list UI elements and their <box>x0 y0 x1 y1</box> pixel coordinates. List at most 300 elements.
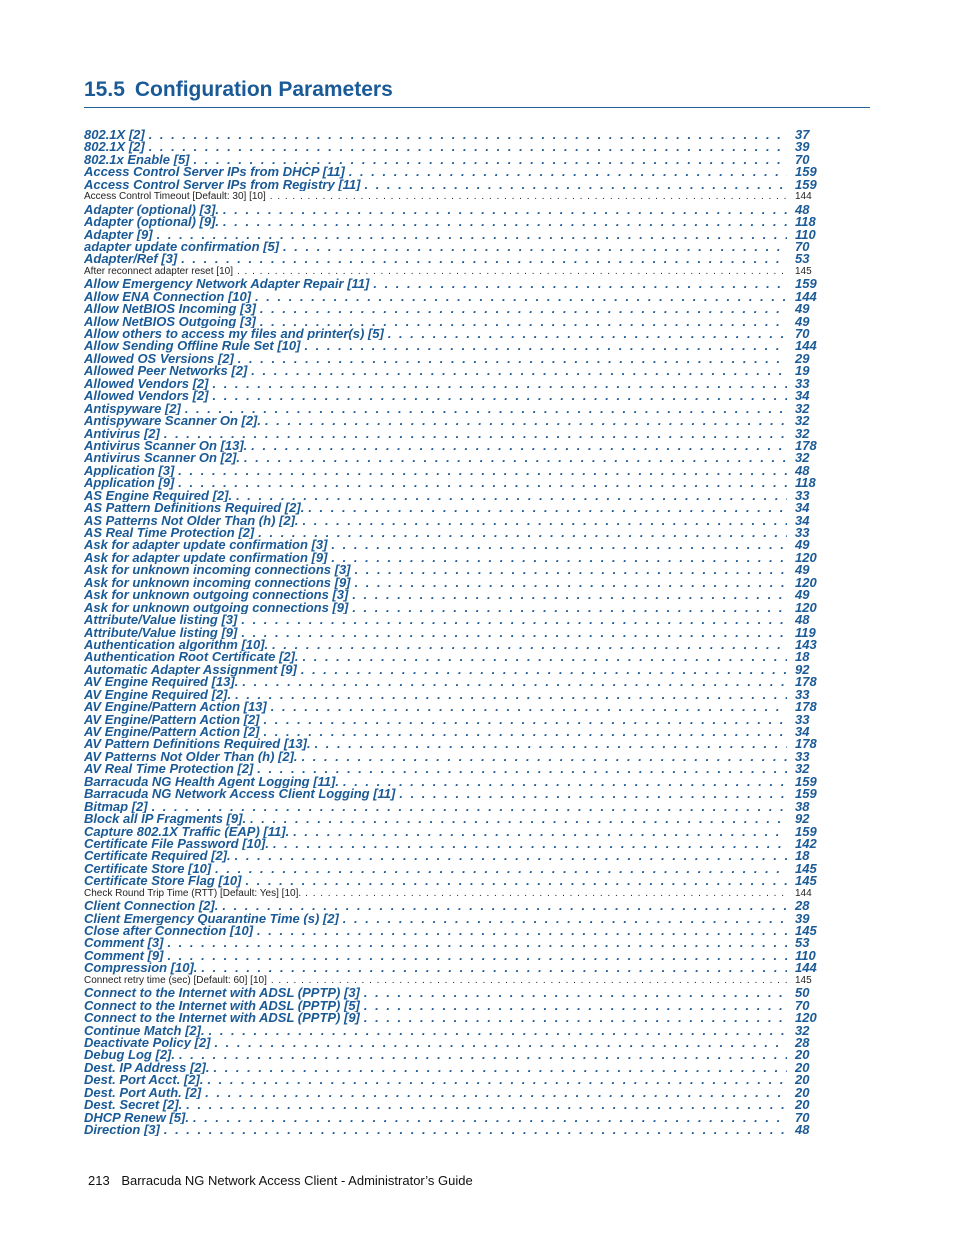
dot-leader <box>178 465 787 477</box>
index-entry-label[interactable]: Continue Match [2]. <box>84 1024 205 1037</box>
index-entry-label[interactable]: Application [9] <box>84 477 175 490</box>
dot-leader <box>303 515 787 527</box>
index-entry-label[interactable]: Certificate Required [2]. <box>84 850 231 863</box>
dot-leader <box>237 266 787 278</box>
dot-leader <box>343 913 787 925</box>
index-entry-page[interactable]: 159 <box>795 178 817 192</box>
index-entry[interactable] <box>84 241 819 253</box>
index-entry[interactable] <box>84 664 819 676</box>
index-entry-page[interactable]: 120 <box>795 576 817 590</box>
index-entry-label[interactable]: Automatic Adapter Assignment [9] <box>84 663 297 677</box>
index-entry[interactable] <box>84 328 819 340</box>
index-entry-page[interactable]: 118 <box>795 216 816 229</box>
index-entry-page[interactable]: 119 <box>795 626 816 639</box>
index-entry[interactable] <box>84 353 819 365</box>
index-entry-page[interactable]: 70 <box>795 1111 810 1124</box>
dot-leader <box>265 415 787 427</box>
index-entry[interactable] <box>84 751 819 763</box>
index-entry-page[interactable]: 142 <box>795 837 817 851</box>
index-entry[interactable] <box>84 229 819 241</box>
index-entry[interactable] <box>84 962 819 974</box>
index-entry-page[interactable]: 34 <box>795 726 810 739</box>
dot-leader <box>331 539 787 551</box>
index-entry[interactable] <box>84 1062 819 1074</box>
dot-leader <box>213 1062 787 1074</box>
dot-leader <box>352 589 787 601</box>
index-entry-label[interactable]: Allowed Peer Networks [2] <box>84 365 248 378</box>
index-entry-page[interactable]: 28 <box>795 900 810 913</box>
index-entry[interactable] <box>84 204 819 216</box>
index-entry-page[interactable]: 120 <box>795 1012 817 1025</box>
index-entry-page[interactable]: 19 <box>795 365 810 378</box>
index-entry-page[interactable]: 20 <box>795 1086 810 1100</box>
index-entry-page[interactable]: 20 <box>795 1061 810 1075</box>
index-entry[interactable] <box>84 651 819 663</box>
index-entry-page[interactable]: 70 <box>795 328 810 341</box>
parameter-index-list <box>84 129 819 1136</box>
dot-leader <box>201 962 787 974</box>
index-entry[interactable] <box>84 166 819 178</box>
index-entry[interactable] <box>84 1124 819 1136</box>
index-entry-label[interactable]: Comment [3] <box>84 937 164 950</box>
dot-leader <box>251 440 787 452</box>
index-entry-page[interactable]: 70 <box>795 240 810 254</box>
index-entry-label[interactable]: Allow Sending Offline Rule Set [10] <box>84 340 301 353</box>
index-entry[interactable] <box>84 1000 819 1012</box>
dot-leader <box>270 191 787 203</box>
dot-leader <box>222 900 787 912</box>
index-entry-page[interactable]: 29 <box>795 352 810 366</box>
index-entry-label[interactable]: 802.1x Enable [5] <box>84 153 190 167</box>
index-entry-label[interactable]: Allowed Vendors [2] <box>84 377 209 391</box>
index-entry-label[interactable]: AV Engine Required [13]. <box>84 676 239 689</box>
index-entry[interactable] <box>84 253 819 265</box>
dot-leader <box>223 216 787 228</box>
dot-leader <box>149 129 787 141</box>
index-entry-page[interactable]: 34 <box>795 390 810 403</box>
dot-leader <box>181 253 787 265</box>
index-entry-label[interactable]: Allow ENA Connection [10] <box>84 290 252 304</box>
index-entry <box>84 975 819 987</box>
index-entry-page[interactable]: 145 <box>795 925 817 938</box>
index-entry-label: Check Round Trip Time (RTT) [Default: Yes] [10]. <box>84 887 302 899</box>
index-entry-page[interactable]: 159 <box>795 278 817 291</box>
dot-leader <box>305 888 787 900</box>
dot-leader <box>272 639 787 651</box>
index-entry-label[interactable]: Ask for unknown incoming connections [9] <box>84 576 351 590</box>
index-entry[interactable] <box>84 801 819 813</box>
index-entry[interactable] <box>84 577 819 589</box>
index-entry[interactable] <box>84 726 819 738</box>
index-entry-label[interactable]: Block all IP Fragments [9]. <box>84 813 247 826</box>
index-entry-page[interactable]: 34 <box>795 502 810 515</box>
dot-leader <box>167 937 787 949</box>
index-entry-page[interactable]: 92 <box>795 813 810 826</box>
index-entry-page: 145 <box>795 974 812 986</box>
index-entry-page[interactable]: 49 <box>795 315 810 328</box>
index-entry[interactable] <box>84 390 819 402</box>
index-entry[interactable] <box>84 602 819 614</box>
index-entry[interactable] <box>84 701 819 713</box>
index-entry-page[interactable]: 37 <box>795 129 810 142</box>
index-entry-page[interactable]: 33 <box>795 489 810 503</box>
dot-leader <box>364 987 787 999</box>
index-entry-label[interactable]: AV Pattern Definitions Required [13]. <box>84 738 311 751</box>
index-entry-page[interactable]: 20 <box>795 1074 810 1087</box>
index-entry[interactable] <box>84 627 819 639</box>
index-entry-page[interactable]: 32 <box>795 427 810 440</box>
index-entry-label[interactable]: Capture 802.1X Traffic (EAP) [11]. <box>84 825 290 838</box>
index-entry-label[interactable]: Barracuda NG Health Agent Logging [11]. <box>84 775 339 789</box>
index-entry-label[interactable]: Connect to the Internet with ADSL (PPTP) [3] <box>84 987 360 1000</box>
index-entry-label[interactable]: Allowed OS Versions [2] <box>84 352 234 366</box>
index-entry-label[interactable]: Attribute/Value listing [3] <box>84 614 238 627</box>
index-entry-label[interactable]: DHCP Renew [5]. <box>84 1111 189 1124</box>
index-entry[interactable] <box>84 552 819 564</box>
index-entry[interactable] <box>84 340 819 352</box>
dot-leader <box>214 1037 787 1049</box>
index-entry[interactable] <box>84 875 819 887</box>
index-entry-label[interactable]: Connect to the Internet with ADSL (PPTP) [5] <box>84 999 360 1013</box>
index-entry-page[interactable]: 49 <box>795 303 810 316</box>
index-entry-label[interactable]: Adapter/Ref [3] <box>84 253 178 266</box>
index-entry-page[interactable]: 159 <box>795 788 817 801</box>
index-entry[interactable] <box>84 403 819 415</box>
index-entry-page[interactable]: 18 <box>795 850 810 863</box>
index-entry[interactable] <box>84 465 819 477</box>
dot-leader <box>235 850 787 862</box>
index-entry-page[interactable]: 50 <box>795 987 810 1000</box>
index-entry-page[interactable]: 33 <box>795 377 810 391</box>
dot-leader <box>258 527 787 539</box>
index-entry[interactable] <box>84 1049 819 1061</box>
dot-leader <box>364 1000 787 1012</box>
dot-leader <box>236 490 787 502</box>
index-entry-page[interactable]: 70 <box>795 153 810 167</box>
index-entry[interactable] <box>84 564 819 576</box>
index-entry[interactable] <box>84 1087 819 1099</box>
index-entry[interactable] <box>84 278 819 290</box>
index-entry[interactable] <box>84 515 819 527</box>
index-entry[interactable] <box>84 788 819 800</box>
dot-leader <box>244 452 787 464</box>
index-entry[interactable] <box>84 477 819 489</box>
dot-leader <box>205 1087 787 1099</box>
index-entry[interactable] <box>84 925 819 937</box>
index-entry-page[interactable]: 159 <box>795 166 817 179</box>
index-entry-page: 145 <box>795 265 812 277</box>
index-entry-label: After reconnect adapter reset [10] <box>84 265 233 277</box>
index-entry-page[interactable]: 33 <box>795 527 810 540</box>
index-entry-page[interactable]: 92 <box>795 663 810 677</box>
index-entry-page[interactable]: 38 <box>795 800 810 814</box>
index-entry-label[interactable]: Bitmap [2] <box>84 800 148 814</box>
index-entry-label[interactable]: Attribute/Value listing [9] <box>84 626 238 639</box>
index-entry[interactable] <box>84 216 819 228</box>
index-entry-page[interactable]: 49 <box>795 589 810 602</box>
index-entry-label[interactable]: AV Engine/Pattern Action [13] <box>84 701 267 714</box>
index-entry-label[interactable]: AV Engine/Pattern Action [2] <box>84 713 260 726</box>
index-entry[interactable] <box>84 1074 819 1086</box>
index-entry-label[interactable]: AV Engine/Pattern Action [2] <box>84 726 260 739</box>
dot-leader <box>308 502 787 514</box>
index-entry-page[interactable]: 39 <box>795 912 810 925</box>
index-entry-label[interactable]: 802.1X [2] <box>84 141 145 154</box>
dot-leader <box>302 751 787 763</box>
index-entry-page[interactable]: 120 <box>795 551 817 565</box>
index-entry[interactable] <box>84 850 819 862</box>
index-entry[interactable] <box>84 154 819 166</box>
index-entry[interactable] <box>84 614 819 626</box>
index-entry[interactable] <box>84 838 819 850</box>
index-entry-label[interactable]: Antivirus [2] <box>84 427 160 440</box>
index-entry-page[interactable]: 145 <box>795 862 817 876</box>
index-entry[interactable] <box>84 440 819 452</box>
index-entry-page[interactable]: 178 <box>795 738 817 751</box>
section-number: 15.5 <box>84 78 125 101</box>
index-entry-page[interactable]: 178 <box>795 439 817 453</box>
dot-leader <box>246 875 788 887</box>
index-entry-page[interactable]: 32 <box>795 763 810 776</box>
index-entry[interactable] <box>84 1012 819 1024</box>
index-entry-label[interactable]: 802.1X [2] <box>84 129 145 142</box>
dot-leader <box>185 403 787 415</box>
index-entry-label[interactable]: Antispyware Scanner On [2]. <box>84 415 261 428</box>
index-entry-label[interactable]: AS Real Time Protection [2] <box>84 527 255 540</box>
index-entry-page[interactable]: 49 <box>795 564 810 577</box>
index-entry-page[interactable]: 120 <box>795 601 817 615</box>
index-entry-label[interactable]: Deactivate Policy [2] <box>84 1036 211 1050</box>
index-entry-page[interactable]: 33 <box>795 688 810 702</box>
index-entry[interactable] <box>84 129 819 141</box>
index-entry-page[interactable]: 48 <box>795 614 810 627</box>
index-entry-label[interactable]: Ask for unknown outgoing connections [9] <box>84 601 349 615</box>
index-entry[interactable] <box>84 813 819 825</box>
index-entry-label[interactable]: Ask for adapter update confirmation [9] <box>84 551 328 565</box>
index-entry[interactable] <box>84 1112 819 1124</box>
index-entry-page[interactable]: 144 <box>795 290 817 304</box>
index-entry-page[interactable]: 18 <box>795 651 810 664</box>
index-entry-page[interactable]: 34 <box>795 514 810 527</box>
index-entry-label[interactable]: AV Patterns Not Older Than (h) [2]. <box>84 750 298 764</box>
index-entry-label[interactable]: AS Pattern Definitions Required [2]. <box>84 502 305 515</box>
index-entry[interactable] <box>84 689 819 701</box>
index-entry[interactable] <box>84 937 819 949</box>
index-entry-label[interactable]: AV Engine Required [2]. <box>84 688 232 702</box>
index-entry-label[interactable]: Close after Connection [10] <box>84 925 254 938</box>
index-entry[interactable] <box>84 763 819 775</box>
index-entry-page[interactable]: 32 <box>795 402 810 416</box>
index-entry-page[interactable]: 178 <box>795 701 817 714</box>
index-entry-page[interactable]: 49 <box>795 539 810 552</box>
index-entry-label[interactable]: adapter update confirmation [5] <box>84 240 280 254</box>
index-entry-label[interactable]: Antispyware [2] <box>84 402 181 416</box>
index-entry-page[interactable]: 144 <box>795 962 817 975</box>
index-entry-page[interactable]: 110 <box>795 949 816 963</box>
index-entry[interactable] <box>84 913 819 925</box>
index-entry[interactable] <box>84 291 819 303</box>
dot-leader <box>212 378 787 390</box>
index-entry-page[interactable]: 48 <box>795 464 810 478</box>
dot-leader <box>186 1099 787 1111</box>
index-entry[interactable] <box>84 639 819 651</box>
index-entry-label[interactable]: Client Connection [2]. <box>84 900 219 913</box>
index-entry-label[interactable]: Allowed Vendors [2] <box>84 390 209 403</box>
dot-leader <box>388 328 787 340</box>
index-entry-label[interactable]: AS Engine Required [2]. <box>84 489 233 503</box>
index-entry[interactable] <box>84 303 819 315</box>
index-entry <box>84 888 819 900</box>
index-entry[interactable] <box>84 738 819 750</box>
index-entry[interactable] <box>84 950 819 962</box>
index-entry-page[interactable]: 70 <box>795 999 810 1013</box>
dot-leader <box>149 141 787 153</box>
index-entry[interactable] <box>84 316 819 328</box>
dot-leader <box>355 577 787 589</box>
index-entry-label[interactable]: Dest. Port Acct. [2]. <box>84 1074 204 1087</box>
index-entry[interactable] <box>84 539 819 551</box>
index-entry-label[interactable]: Certificate File Password [10]. <box>84 837 269 851</box>
dot-leader <box>271 975 787 987</box>
index-entry-page[interactable]: 32 <box>795 1024 810 1037</box>
page-footer <box>88 1173 473 1188</box>
index-entry-label[interactable]: Certificate Store [10] <box>84 862 212 876</box>
index-entry-label[interactable]: Certificate Store Flag [10] <box>84 875 242 888</box>
dot-leader <box>364 1012 787 1024</box>
index-entry-label[interactable]: Dest. Secret [2]. <box>84 1099 183 1112</box>
index-entry-label[interactable]: Antivirus Scanner On [2]. <box>84 452 241 465</box>
index-entry-label[interactable]: Dest. IP Address [2]. <box>84 1061 210 1075</box>
index-entry[interactable] <box>84 428 819 440</box>
index-entry-page[interactable]: 144 <box>795 340 817 353</box>
index-entry-page[interactable]: 118 <box>795 477 816 490</box>
index-entry-label: Access Control Timeout [Default: 30] [10] <box>84 191 266 203</box>
index-entry <box>84 191 819 203</box>
dot-leader <box>212 390 787 402</box>
index-entry-page[interactable]: 159 <box>795 775 817 789</box>
index-entry-page[interactable]: 32 <box>795 452 810 465</box>
dot-leader <box>238 353 787 365</box>
index-entry-label[interactable]: Dest. Port Auth. [2] <box>84 1086 202 1100</box>
index-entry[interactable] <box>84 378 819 390</box>
index-entry[interactable] <box>84 490 819 502</box>
dot-leader <box>255 291 787 303</box>
index-entry[interactable] <box>84 141 819 153</box>
index-entry-label[interactable]: Authentication Root Certificate [2]. <box>84 651 299 664</box>
index-entry-label[interactable]: Access Control Server IPs from Registry [11] <box>84 178 361 192</box>
index-entry-label[interactable]: Allow others to access my files and printer(s) [5] <box>84 328 384 341</box>
index-entry-page[interactable]: 143 <box>795 638 817 652</box>
index-entry-page[interactable]: 48 <box>795 203 810 217</box>
index-entry-label[interactable]: AS Patterns Not Older Than (h) [2]. <box>84 514 299 527</box>
index-entry-label[interactable]: Application [3] <box>84 464 175 478</box>
index-entry-label[interactable]: Ask for adapter update confirmation [3] <box>84 539 328 552</box>
index-entry-label[interactable]: Adapter [9] <box>84 228 153 241</box>
index-entry-label[interactable]: Comment [9] <box>84 949 164 963</box>
index-entry-page[interactable]: 145 <box>795 875 817 888</box>
index-entry[interactable] <box>84 1025 819 1037</box>
index-entry[interactable] <box>84 589 819 601</box>
dot-leader <box>355 564 787 576</box>
index-entry[interactable] <box>84 502 819 514</box>
dot-leader <box>223 204 787 216</box>
index-entry-label[interactable]: Compression [10]. <box>84 962 198 975</box>
index-entry[interactable] <box>84 415 819 427</box>
index-entry-label[interactable]: Connect to the Internet with ADSL (PPTP) [9] <box>84 1012 360 1025</box>
index-entry-page[interactable]: 39 <box>795 141 810 154</box>
index-entry[interactable] <box>84 1037 819 1049</box>
index-entry-page[interactable]: 33 <box>795 713 810 726</box>
dot-leader <box>331 552 787 564</box>
dot-leader <box>167 950 787 962</box>
index-entry[interactable] <box>84 1099 819 1111</box>
dot-leader <box>304 340 787 352</box>
index-entry-label[interactable]: Antivirus Scanner On [13]. <box>84 439 248 453</box>
dot-leader <box>283 241 787 253</box>
index-entry-label[interactable]: Client Emergency Quarantine Time (s) [2] <box>84 912 339 925</box>
dot-leader <box>349 166 787 178</box>
footer-page-number: 213 <box>88 1173 110 1188</box>
index-entry-page[interactable]: 53 <box>795 937 810 950</box>
index-entry[interactable] <box>84 987 819 999</box>
index-entry[interactable] <box>84 452 819 464</box>
index-entry-label[interactable]: Adapter (optional) [3]. <box>84 203 220 217</box>
index-entry-page[interactable]: 48 <box>795 1124 810 1137</box>
index-entry-label[interactable]: AV Real Time Protection [2] <box>84 763 254 776</box>
dot-leader <box>293 826 787 838</box>
dot-leader <box>179 1049 787 1061</box>
index-entry-label[interactable]: Barracuda NG Network Access Client Logging [11] <box>84 788 396 801</box>
dot-leader <box>164 428 787 440</box>
index-entry-page[interactable]: 33 <box>795 750 810 764</box>
index-entry-label[interactable]: Authentication algorithm [10]. <box>84 638 269 652</box>
index-entry[interactable] <box>84 714 819 726</box>
index-entry[interactable] <box>84 776 819 788</box>
index-entry[interactable] <box>84 179 819 191</box>
index-entry[interactable] <box>84 365 819 377</box>
dot-leader <box>194 154 788 166</box>
index-entry-label[interactable]: Adapter (optional) [9]. <box>84 216 220 229</box>
index-entry-label[interactable]: Ask for unknown outgoing connections [3] <box>84 589 349 602</box>
index-entry-page[interactable]: 20 <box>795 1049 810 1062</box>
index-entry-label[interactable]: Allow NetBIOS Outgoing [3] <box>84 315 256 328</box>
dot-leader <box>178 477 787 489</box>
index-entry-label[interactable]: Access Control Server IPs from DHCP [11] <box>84 166 345 179</box>
page-title <box>84 76 870 104</box>
index-entry-page[interactable]: 110 <box>795 228 816 241</box>
dot-leader <box>260 303 787 315</box>
index-entry-page[interactable]: 32 <box>795 415 810 428</box>
index-entry-label[interactable]: Direction [3] <box>84 1124 160 1137</box>
index-entry-page[interactable]: 178 <box>795 676 817 689</box>
index-entry-page[interactable]: 28 <box>795 1036 810 1050</box>
index-entry[interactable] <box>84 863 819 875</box>
index-entry-page[interactable]: 53 <box>795 253 810 266</box>
section-title: Configuration Parameters <box>134 78 393 101</box>
index-entry-page[interactable]: 159 <box>795 825 817 838</box>
index-entry-label[interactable]: Debug Log [2]. <box>84 1049 175 1062</box>
index-entry-page[interactable]: 20 <box>795 1099 810 1112</box>
index-entry[interactable] <box>84 527 819 539</box>
index-entry[interactable] <box>84 900 819 912</box>
dot-leader <box>250 813 787 825</box>
index-entry-label[interactable]: Ask for unknown incoming connections [3] <box>84 564 351 577</box>
index-entry-label[interactable]: Allow NetBIOS Incoming [3] <box>84 303 256 316</box>
dot-leader <box>251 365 787 377</box>
index-entry-label[interactable]: Allow Emergency Network Adapter Repair [11] <box>84 278 370 291</box>
index-entry[interactable] <box>84 826 819 838</box>
index-entry[interactable] <box>84 676 819 688</box>
